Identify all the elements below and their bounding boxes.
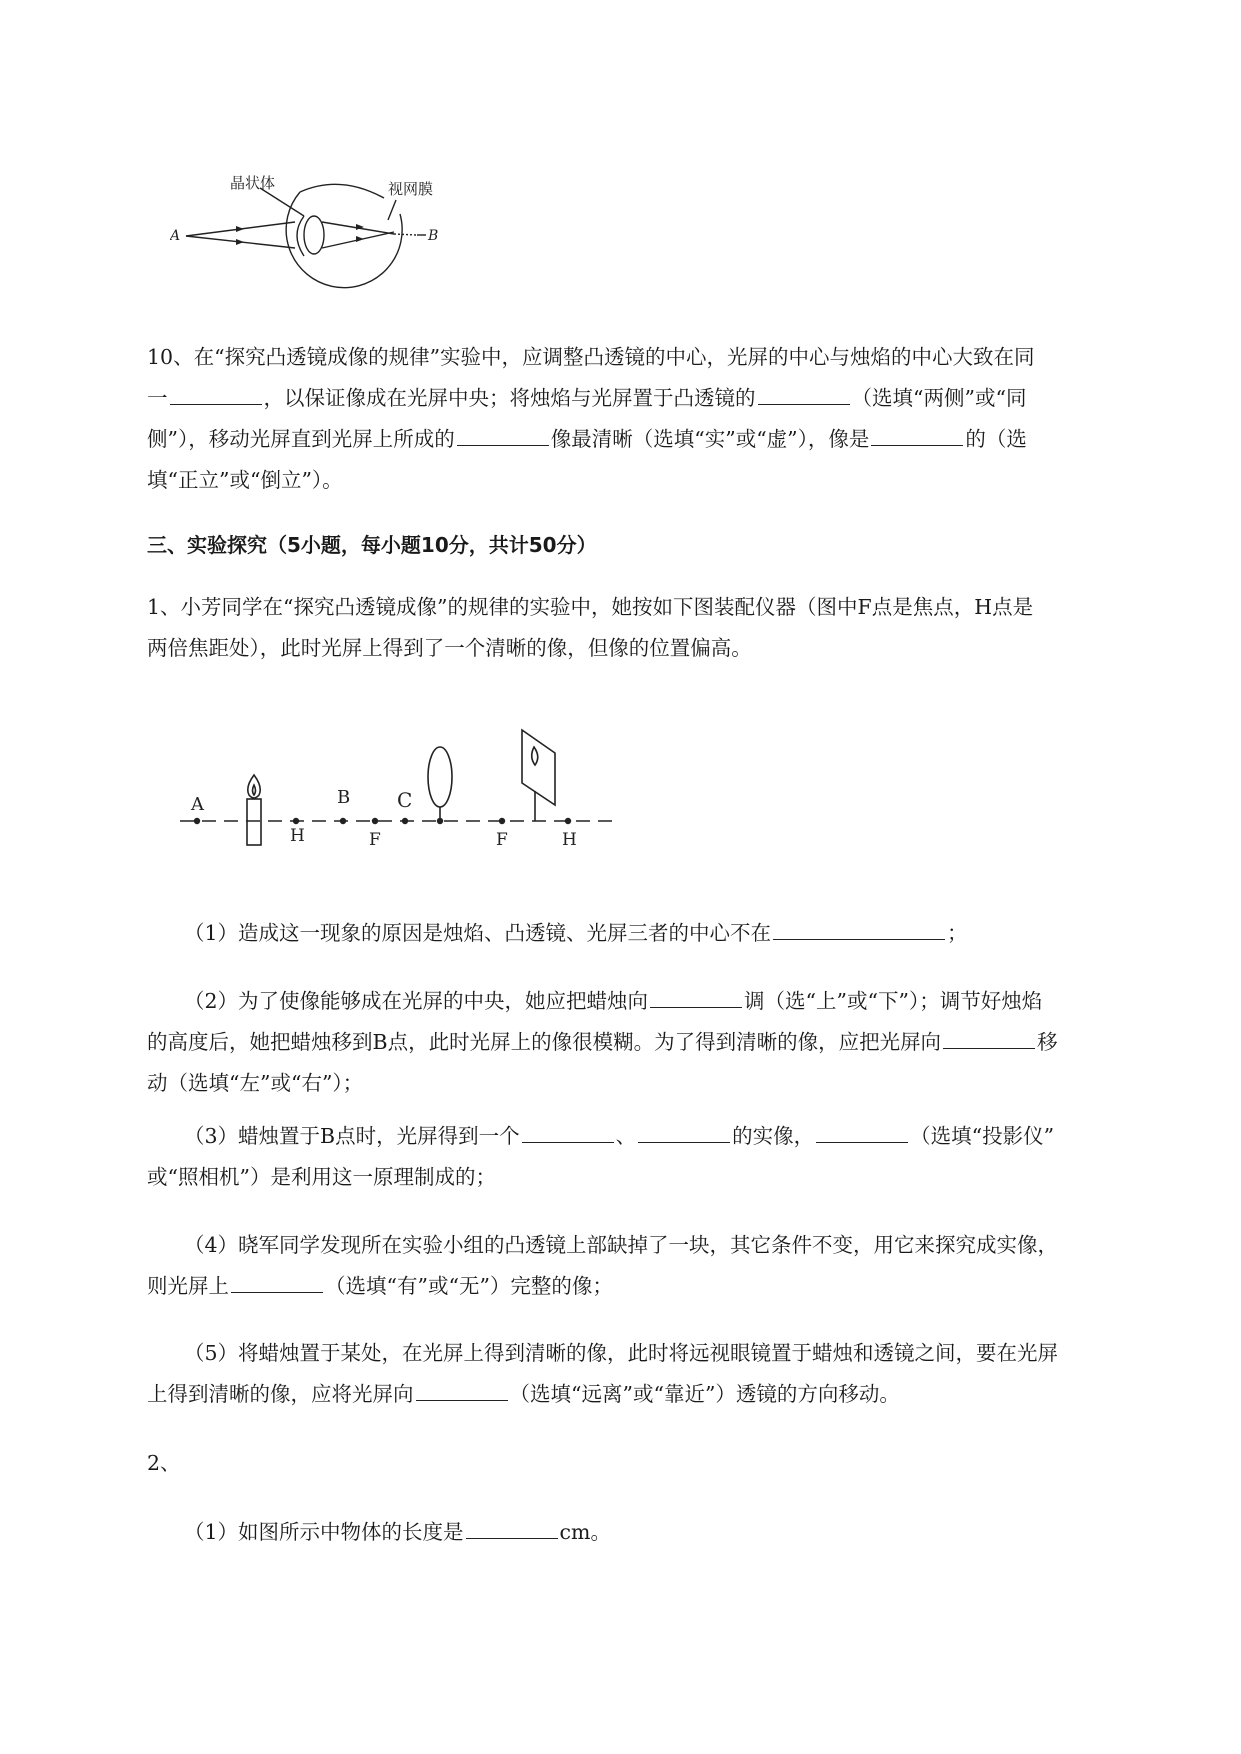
experiment-1-intro xyxy=(147,587,1097,669)
q10-text: 一 xyxy=(147,386,168,410)
bench-label-h1: H xyxy=(290,826,305,846)
exp1-question-4 xyxy=(147,1225,1097,1307)
exp1-q3-text: 的实像， xyxy=(732,1124,815,1148)
exp2-q1-text: cm。 xyxy=(559,1520,611,1544)
answer-blank[interactable] xyxy=(416,1378,508,1401)
exp1-question-1 xyxy=(147,913,1097,954)
q10-text: 侧”），移动光屏直到光屏上所成的 xyxy=(147,427,455,451)
label-retina: 视网膜 xyxy=(388,180,434,198)
exp1-q1-text: （1）造成这一现象的原因是烛焰、凸透镜、光屏三者的中心不在 xyxy=(184,921,772,945)
answer-blank[interactable] xyxy=(170,382,262,405)
bench-label-h2: H xyxy=(562,830,577,850)
exp1-q2-text: 调（选“上”或“下”）；调节好烛焰 xyxy=(744,989,1043,1013)
exp1-q2-text: 的高度后，她把蜡烛移到B点，此时光屏上的像很模糊。为了得到清晰的像，应把光屏向 xyxy=(147,1030,942,1054)
bench-label-f2: F xyxy=(496,830,508,850)
exp1-q2-text: （2）为了使像能够成在光屏的中央，她应把蜡烛向 xyxy=(184,989,649,1013)
exp1-q3-text: （选填“投影仪” xyxy=(910,1124,1055,1148)
exp1-question-2 xyxy=(147,981,1097,1104)
answer-blank[interactable] xyxy=(816,1120,908,1143)
exp1-q3-text: 或“照相机”）是利用这一原理制成的； xyxy=(147,1165,496,1189)
experiment-2-number: 2、 xyxy=(147,1451,181,1475)
exp1-q4-text: 则光屏上 xyxy=(147,1274,229,1298)
exp1-intro-line: 两倍焦距处），此时光屏上得到了一个清晰的像，但像的位置偏高。 xyxy=(147,636,752,660)
exp1-question-3 xyxy=(147,1116,1097,1198)
exp1-q5-text: （5）将蜡烛置于某处，在光屏上得到清晰的像，此时将远视眼镜置于蜡烛和透镜之间，要在光屏 xyxy=(184,1341,1059,1365)
eye-diagram xyxy=(170,170,460,305)
exp1-q4-text: （4）晓军同学发现所在实验小组的凸透镜上部缺掉了一块，其它条件不变，用它来探究成实像， xyxy=(184,1233,1059,1257)
label-point-a: A xyxy=(170,228,181,244)
q10-text: 的（选 xyxy=(965,427,1027,451)
answer-blank[interactable] xyxy=(758,382,850,405)
exp1-q1-text: ； xyxy=(947,921,968,945)
section-heading: 三、实验探究（5小题，每小题10分，共计50分） xyxy=(147,533,597,557)
exp2-question-1 xyxy=(147,1512,1097,1553)
exp1-q3-text: （3）蜡烛置于B点时，光屏得到一个 xyxy=(184,1124,520,1148)
q10-text: ，以保证像成在光屏中央；将烛焰与光屏置于凸透镜的 xyxy=(263,386,756,410)
q10-line1: 10、在“探究凸透镜成像的规律”实验中，应调整凸透镜的中心，光屏的中心与烛焰的中心大致在同 xyxy=(147,345,1035,369)
answer-blank[interactable] xyxy=(466,1516,558,1539)
answer-blank[interactable] xyxy=(871,423,963,446)
bench-label-a: A xyxy=(191,794,204,815)
exp1-intro-line: 1、小芳同学在“探究凸透镜成像”的规律的实验中，她按如下图装配仪器（图中F点是焦点，H点是 xyxy=(147,595,1034,619)
exp1-question-5 xyxy=(147,1333,1097,1415)
label-lens: 晶状体 xyxy=(230,174,276,192)
bench-label-f1: F xyxy=(369,830,381,850)
answer-blank[interactable] xyxy=(650,985,742,1008)
question-10 xyxy=(147,337,1097,501)
q10-text: 像最清晰（选填“实”或“虚”），像是 xyxy=(550,427,870,451)
exp1-q5-text: （选填“远离”或“靠近”）透镜的方向移动。 xyxy=(509,1382,900,1406)
q10-text: 填“正立”或“倒立”）。 xyxy=(147,468,343,492)
answer-blank[interactable] xyxy=(638,1120,730,1143)
label-point-b: B xyxy=(428,228,439,244)
answer-blank[interactable] xyxy=(943,1026,1035,1049)
exp1-q2-text: 移 xyxy=(1037,1030,1058,1054)
answer-blank[interactable] xyxy=(522,1120,614,1143)
q10-text: （选填“两侧”或“同 xyxy=(851,386,1027,410)
exp1-q4-text: （选填“有”或“无”）完整的像； xyxy=(325,1274,613,1298)
exp1-q2-text: 动（选填“左”或“右”）； xyxy=(147,1071,364,1095)
bench-label-c: C xyxy=(397,788,413,812)
answer-blank[interactable] xyxy=(457,423,549,446)
answer-blank[interactable] xyxy=(773,917,945,940)
bench-label-b: B xyxy=(337,787,351,808)
answer-blank[interactable] xyxy=(231,1270,323,1293)
exp1-q5-text: 上得到清晰的像，应将光屏向 xyxy=(147,1382,414,1406)
exp2-q1-text: （1）如图所示中物体的长度是 xyxy=(184,1520,464,1544)
optical-bench-diagram xyxy=(175,725,615,855)
exp1-q3-text: 、 xyxy=(615,1124,637,1148)
